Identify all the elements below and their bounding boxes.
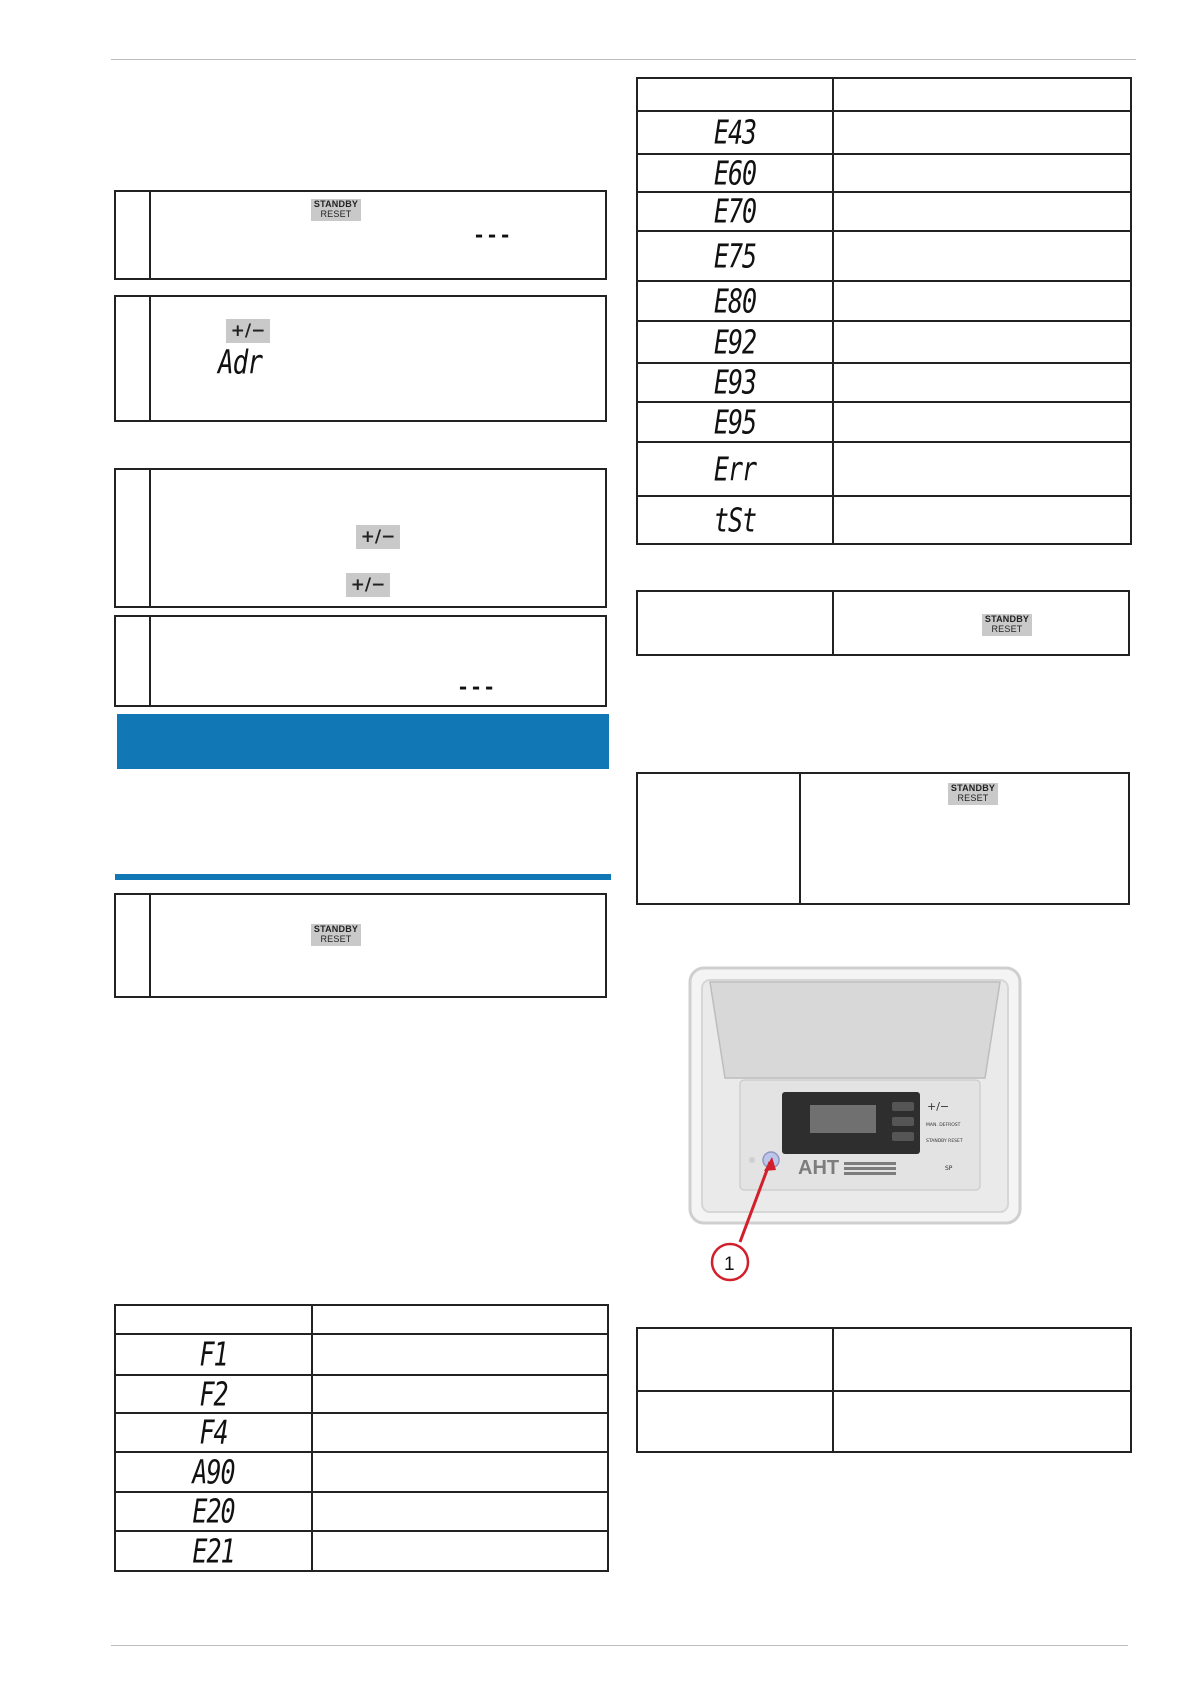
error-code: E75 [713, 237, 757, 275]
table-row [637, 402, 1131, 442]
error-code: E60 [713, 154, 757, 192]
table-header-row [115, 1305, 608, 1334]
step-number-column [116, 297, 151, 420]
plus-minus-key-icon: +/− [356, 525, 400, 549]
error-code: A90 [192, 1453, 235, 1491]
error-code: tSt [713, 501, 757, 539]
error-code: E93 [713, 363, 757, 402]
error-code: E92 [713, 323, 757, 361]
standby-reset-key-icon: STANDBY RESET [982, 614, 1032, 636]
table-row [637, 496, 1131, 544]
table-row [637, 231, 1131, 281]
reset-info-box [636, 590, 1130, 656]
subsection-rule [115, 874, 611, 880]
table-row [637, 1328, 1131, 1391]
table-row [115, 1334, 608, 1375]
error-code: F4 [199, 1413, 228, 1452]
standby-reset-key-icon: STANDBY RESET [311, 199, 361, 221]
control-panel-illustration [680, 960, 1030, 1290]
callout-number: 1 [724, 1254, 735, 1275]
step-box-1 [114, 190, 607, 280]
display-dashes: --- [457, 675, 497, 699]
table-row [637, 363, 1131, 402]
error-code: E80 [713, 282, 757, 320]
footer-rule [111, 1645, 1128, 1646]
panel-standby-label: STANDBY RESET [926, 1139, 963, 1144]
display-adr: Adr [218, 344, 262, 382]
error-code: E20 [192, 1492, 235, 1531]
step-box-4 [114, 615, 607, 707]
step-number-column [116, 470, 151, 606]
standby-reset-key-icon: STANDBY RESET [311, 924, 361, 946]
divider [799, 774, 801, 903]
divider [832, 592, 834, 654]
step-box-2 [114, 295, 607, 422]
panel-sp-label: SP [945, 1165, 953, 1172]
error-code: Err [713, 450, 757, 488]
table-row [115, 1375, 608, 1413]
table-row [115, 1413, 608, 1452]
table-row [115, 1531, 608, 1571]
header-rule [111, 59, 1136, 60]
panel-defrost-label: MAN. DEFROST [926, 1123, 961, 1128]
table-row [637, 1391, 1131, 1452]
step-box-5 [114, 893, 607, 998]
step-box-3 [114, 468, 607, 608]
display-dashes: --- [473, 223, 513, 247]
section-heading-bar [117, 714, 609, 769]
plus-minus-key-icon: +/− [226, 319, 270, 343]
table-header-row [637, 78, 1131, 111]
table-row [637, 442, 1131, 496]
error-code: E43 [713, 113, 757, 152]
error-code: F2 [199, 1375, 228, 1413]
error-code: E21 [192, 1532, 235, 1570]
step-number-column [116, 617, 151, 705]
error-code-table-left [114, 1304, 609, 1572]
plus-minus-key-icon: +/− [346, 573, 390, 597]
error-code: E70 [713, 192, 757, 231]
brand-logo: AHT [798, 1157, 840, 1179]
standby-reset-key-icon: STANDBY RESET [948, 783, 998, 805]
table-row [115, 1492, 608, 1531]
table-row [637, 192, 1131, 231]
table-row [637, 321, 1131, 363]
error-code: E95 [713, 403, 757, 441]
table-row [637, 281, 1131, 321]
panel-plus-minus-label: +/− [927, 1100, 950, 1113]
error-code-table-right [636, 77, 1132, 545]
step-number-column [116, 895, 151, 996]
table-row [637, 154, 1131, 192]
step-number-column [116, 192, 151, 278]
table-row [115, 1452, 608, 1492]
info-table-right-bottom [636, 1327, 1132, 1453]
table-row [637, 111, 1131, 154]
reset-info-box-2 [636, 772, 1130, 905]
error-code: F1 [199, 1335, 228, 1374]
